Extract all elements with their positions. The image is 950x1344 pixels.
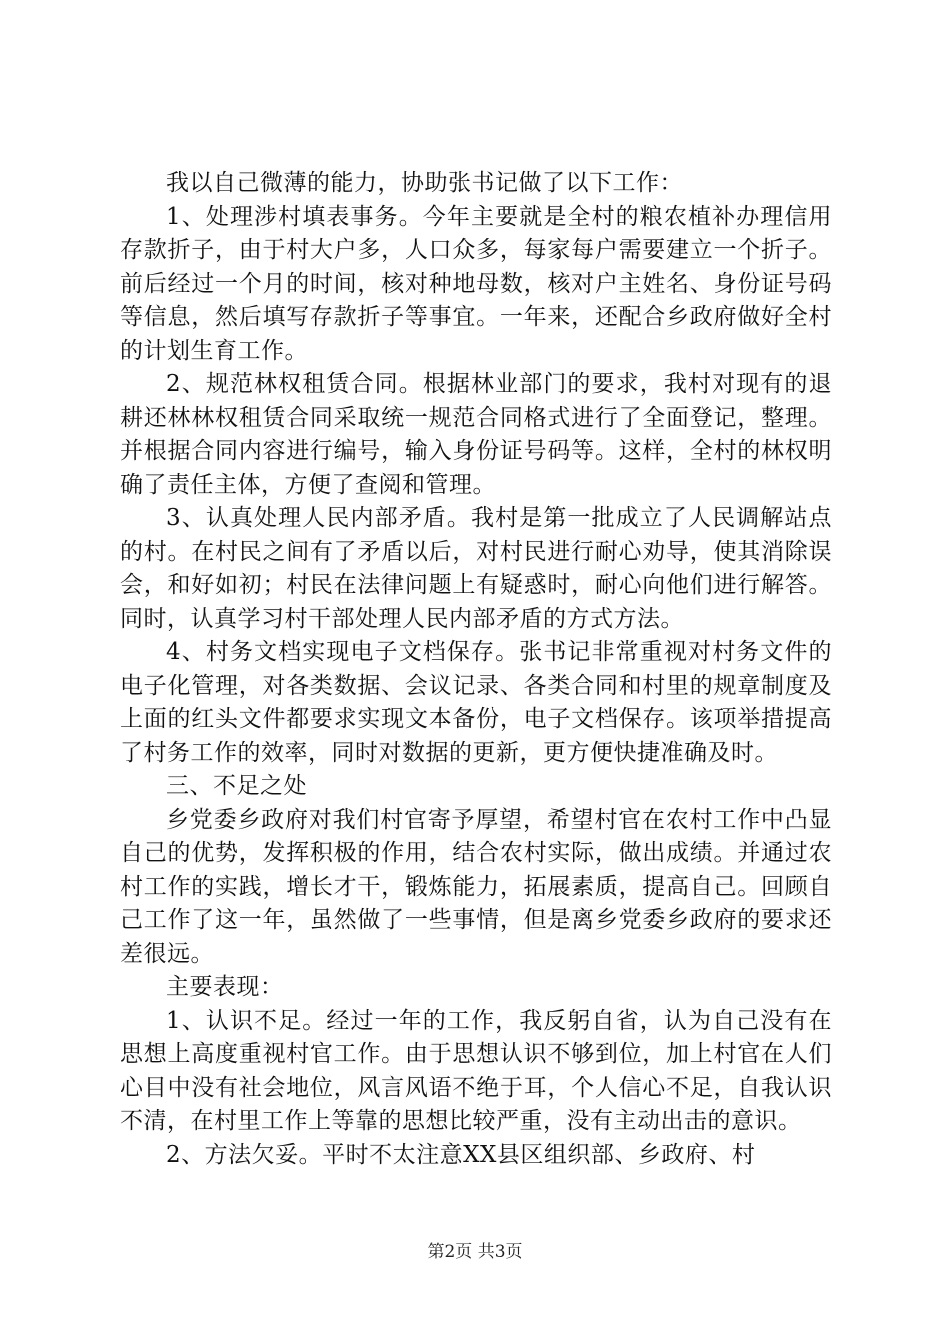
paragraph-shortcoming-2: 2、方法欠妥。平时不太注意XX县区组织部、乡政府、村 bbox=[166, 1141, 756, 1168]
document-body bbox=[120, 167, 832, 1172]
paragraph-item-3: 3、认真处理人民内部矛盾。我村是第一批成立了人民调解站点的村。在村民之间有了矛盾以后，对村民进行耐心劝导，使其消除误会，和好如初；村民在法律问题上有疑惑时，耐心向他们进行解答。同时，认真学习村干部处理人民内部矛盾的方式方法。 bbox=[120, 505, 832, 632]
paragraph-item-4: 4、村务文档实现电子文档保存。张书记非常重视对村务文件的电子化管理，对各类数据、会议记录、各类合同和村里的规章制度及上面的红头文件都要求实现文本备份，电子文档保存。该项举措提高了村务工作的效率，同时对数据的更新，更方便快捷准确及时。 bbox=[120, 639, 832, 766]
page-footer: 第2页 共3页 bbox=[427, 1242, 523, 1262]
subheading-main-performance: 主要表现： bbox=[166, 974, 284, 1000]
section-heading-shortcomings: 三、不足之处 bbox=[166, 773, 307, 799]
paragraph-shortcoming-1: 1、认识不足。经过一年的工作，我反躬自省，认为自己没有在思想上高度重视村官工作。由于思想认识不够到位，加上村官在人们心目中没有社会地位，风言风语不绝于耳，个人信心不足，自我认识不清，在村里工作上等靠的思想比较严重，没有主动出击的意识。 bbox=[120, 1007, 832, 1134]
paragraph-item-2: 2、规范林权租赁合同。根据林业部门的要求，我村对现有的退耕还林林权租赁合同采取统一规范合同格式进行了全面登记，整理。并根据合同内容进行编号，输入身份证号码等。这样，全村的林权明确了责任主体，方便了查阅和管理。 bbox=[120, 371, 832, 498]
paragraph-intro: 我以自己微薄的能力，协助张书记做了以下工作： bbox=[166, 170, 683, 196]
paragraph-item-1: 1、处理涉村填表事务。今年主要就是全村的粮农植补办理信用存款折子，由于村大户多，人口众多，每家每户需要建立一个折子。前后经过一个月的时间，核对种地母数，核对户主姓名、身份证号码等信息，然后填写存款折子等事宜。一年来，还配合乡政府做好全村的计划生育工作。 bbox=[120, 203, 832, 364]
paragraph-shortcomings: 乡党委乡政府对我们村官寄予厚望，希望村官在农村工作中凸显自己的优势，发挥积极的作用，结合农村实际，做出成绩。并通过农村工作的实践，增长才干，锻炼能力，拓展素质，提高自己。回顾自己工作了这一年，虽然做了一些事情，但是离乡党委乡政府的要求还差很远。 bbox=[120, 806, 832, 967]
